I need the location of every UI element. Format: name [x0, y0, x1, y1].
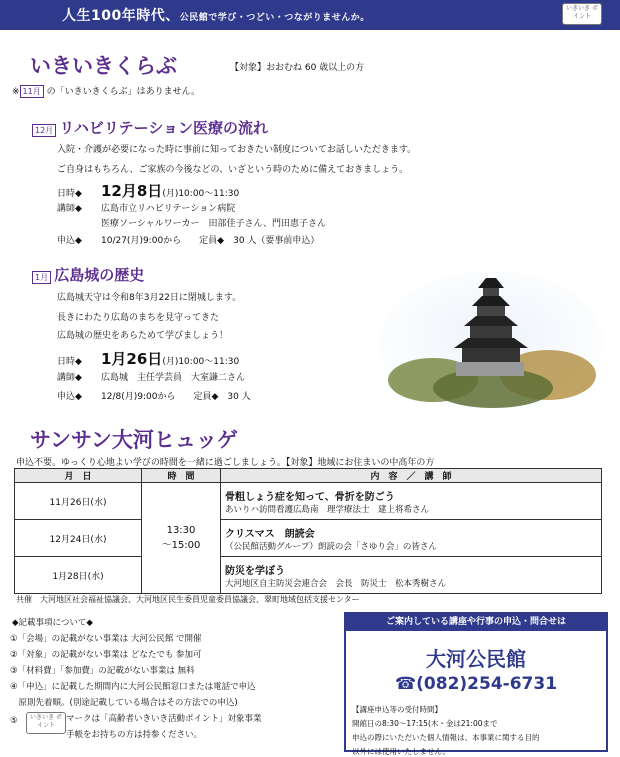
row-content: [221, 520, 602, 557]
event2-lecturer-label: 講師◆: [57, 373, 82, 383]
row-title: クリスマス 朗読会: [225, 528, 315, 540]
event2-lecturer-text: 広島城 主任学芸員 大室謙二さん: [101, 373, 246, 383]
note-item: ②「対象」の記載がない事業は どなたでも 参加可: [10, 650, 202, 660]
club-note-mark: ※: [12, 87, 20, 97]
note-item: ④「申込」に記載した期間内に大河公民館窓口または電話で申込: [10, 682, 256, 692]
contact-hours1: 開館日の8:30～17:15(木・金は21:00まで: [352, 719, 498, 728]
table-row: [15, 483, 602, 520]
contact-heading: ご案内している講座や行事の申込・問合せは: [346, 614, 606, 631]
event1-desc2: ご自身はもちろん、ご家族の今後などの、いざという時のために備えておきましょう。: [57, 165, 409, 175]
row-date: 12月24日(水): [15, 520, 142, 557]
contact-name: 大河公民館: [426, 647, 526, 671]
sansan-intro: 申込不要。ゆっくり心地よい学びの時間を一緒に過ごしましょう。【対象】地域にお住まいの中高年の方: [16, 458, 435, 468]
ikiiki-point-badge: いきいき ポイント: [562, 3, 602, 25]
event1-heading: [32, 117, 268, 138]
event2-desc3: 広島城の歴史をあらためて学びましょう！: [57, 331, 229, 341]
event1-date-value: 12月8日: [101, 182, 163, 200]
club-note-month: 11月: [20, 85, 44, 98]
note-item: ⑤: [10, 716, 18, 726]
header-title: [62, 5, 370, 25]
event1-lecturer1: 広島市立リハビリテーション病院: [101, 204, 236, 214]
row-title: 防災を学ぼう: [225, 565, 285, 577]
row-lecturer: （公民館活動グループ）朗読の会「さゆり会」の皆さん: [225, 541, 437, 552]
note-item: 原則先着順。(別途記載している場合はその方法での申込): [10, 698, 238, 708]
header-sub-text: 公民館で学び・つどい・つながりませんか。: [179, 13, 370, 23]
contact-hours3: 以外には使用いたしません。: [352, 747, 450, 756]
row-content: [221, 557, 602, 594]
event1-date-label: 日時◆: [57, 189, 82, 199]
row-time: 13:30 ～15:00: [142, 483, 221, 594]
ikiiki-point-badge: いきいき ポイント: [26, 712, 66, 734]
event1-desc1: 入院・介護が必要になった時に事前に知っておきたい制度についてお話しいただきます。: [57, 145, 417, 155]
row-title: 骨粗しょう症を知って、骨折を防ごう: [225, 491, 395, 503]
event2-title: 広島城の歴史: [54, 266, 145, 284]
club-title: いきいきくらぶ: [30, 54, 177, 78]
note-item: マークは「高齢者いきいき活動ポイント」対象事業: [66, 714, 262, 724]
row-content: [221, 483, 602, 520]
event2-month: 1月: [32, 271, 51, 284]
contact-hours2: 申込の際にいただいた個人情報は、本事業に関する目的: [352, 733, 540, 742]
table-row: [15, 520, 602, 557]
event2-apply-value: 12/8(月)9:00から 定員◆ 30 人: [101, 392, 251, 402]
event2-date-label: 日時◆: [57, 357, 82, 367]
event2-date: [57, 348, 239, 369]
event2-apply-label: 申込◆: [57, 392, 82, 402]
notes-section: [10, 612, 343, 752]
event2-heading: [32, 264, 144, 285]
header-main-text: 人生100年時代、: [62, 8, 180, 24]
event2-lecturer: [57, 370, 245, 383]
event1-lecturer: [57, 201, 235, 214]
table-header-date: 月 日: [15, 469, 142, 483]
event1-apply: [57, 233, 319, 246]
event1-date: [57, 180, 239, 201]
event1-month: 12月: [32, 124, 56, 137]
event2-desc1: 広島城天守は令和8年3月22日に閉城します。: [57, 293, 242, 303]
table-row: [15, 557, 602, 594]
event2-date-value: 1月26日: [101, 350, 163, 368]
note-item: ③「材料費」「参加費」の記載がない事業は 無料: [10, 666, 195, 676]
table-header-time: 時 間: [142, 469, 221, 483]
event1-lecturer-label: 講師◆: [57, 204, 82, 214]
event1-lecturer2: 医療ソーシャルワーカー 田部佳子さん、門田恵子さん: [101, 219, 327, 229]
row-lecturer: あいりハ訪問看護広島南 理学療法士 建上将希さん: [225, 504, 430, 515]
notes-heading: ◆記載事項について◆: [12, 618, 93, 628]
contact-hours-title: 【講座申込等の受付時間】: [352, 705, 442, 714]
event2-desc2: 長きにわたり広島のまちを見守ってきた: [57, 313, 220, 323]
note-item: ①「会場」の記載がない事業は 大河公民館 で開催: [10, 634, 202, 644]
note-item: 手帳をお持ちの方は持参ください。: [66, 730, 203, 740]
event1-title: リハビリテーション医療の流れ: [59, 119, 269, 137]
event2-date-rest: (月)10:00～11:30: [162, 357, 240, 367]
event2-apply: [57, 389, 251, 402]
hiroshima-castle-image: [378, 270, 604, 412]
schedule-table: [14, 468, 602, 594]
cohost-text: 共催 大河地区社会福祉協議会、大河地区民生委員児童委員協議会、翠町地域包括支援センター: [16, 595, 360, 604]
club-target: 【対象】おおむね 60 歳以上の方: [230, 63, 365, 73]
contact-phone: ☎(082)254-6731: [394, 674, 558, 694]
contact-box: [344, 612, 608, 756]
event1-apply-label: 申込◆: [57, 236, 82, 246]
row-lecturer: 大河地区自主防災会連合会 会長 防災士 松本秀樹さん: [225, 578, 447, 589]
club-note-text: の「いきいきくらぶ」はありません。: [46, 87, 201, 97]
club-note: [12, 84, 200, 98]
table-header-content: 内 容 ／ 講 師: [221, 469, 602, 483]
row-date: 11月26日(水): [15, 483, 142, 520]
event1-date-rest: (月)10:00～11:30: [162, 189, 240, 199]
row-date: 1月28日(水): [15, 557, 142, 594]
event1-apply-value: 10/27(月)9:00から 定員◆ 30 人（要事前申込）: [101, 236, 320, 246]
sansan-title: サンサン大河ヒュッゲ: [30, 428, 238, 452]
